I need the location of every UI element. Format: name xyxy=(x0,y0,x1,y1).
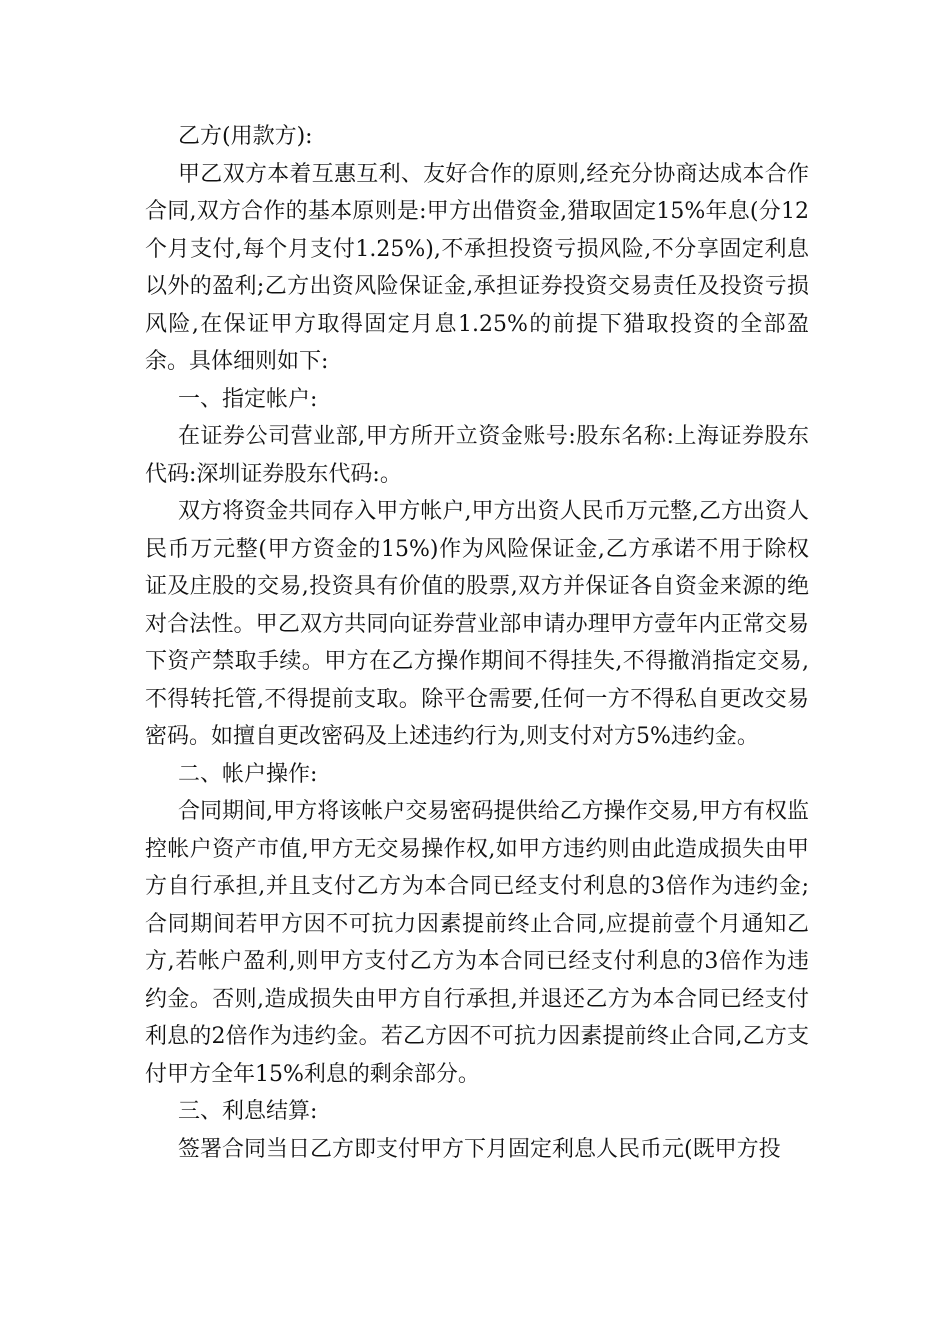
document-body xyxy=(145,118,809,1168)
account-operation-paragraph: 合同期间,甲方将该帐户交易密码提供给乙方操作交易,甲方有权监控帐户资产市值,甲方无交易操作权,如甲方违约则由此造成损失由甲方自行承担,并且支付乙方为本合同已经支付利息的3倍作为违约金;合同期间若甲方因不可抗力因素提前终止合同,应提前壹个月通知乙方,若帐户盈利,则甲方支付乙方为本合同已经支付利息的3倍作为违约金。否则,造成损失由甲方自行承担,并退还乙方为本合同已经支付利息的2倍作为违约金。若乙方因不可抗力因素提前终止合同,乙方支付甲方全年15%利息的剩余部分。 xyxy=(145,799,809,1087)
intro-paragraph: 甲乙双方本着互惠互利、友好合作的原则,经充分协商达成本合作合同,双方合作的基本原则是:甲方出借资金,猎取固定15%年息(分12个月支付,每个月支付1.25%),不承担投资亏损风险,不分享固定利息以外的盈利;乙方出资风险保证金,承担证券投资交易责任及投资亏损风险,在保证甲方取得固定月息1.25%的前提下猎取投资的全部盈余。具体细则如下: xyxy=(145,161,809,374)
section-heading-designated-account: 一、指定帐户: xyxy=(178,386,318,412)
funds-deposit-paragraph: 双方将资金共同存入甲方帐户,甲方出资人民币万元整,乙方出资人民币万元整(甲方资金的15%)作为风险保证金,乙方承诺不用于除权证及庄股的交易,投资具有价值的股票,双方并保证各自资金来源的绝对合法性。甲乙双方共同向证券营业部申请办理甲方壹年内正常交易下资产禁取手续。甲方在乙方操作期间不得挂失,不得撤消指定交易,不得转托管,不得提前支取。除平仓需要,任何一方不得私自更改交易密码。如擅自更改密码及上述违约行为,则支付对方5%违约金。 xyxy=(145,499,809,749)
interest-settlement-paragraph: 签署合同当日乙方即支付甲方下月固定利息人民币元(既甲方投 xyxy=(178,1136,781,1162)
section-heading-interest-settlement: 三、利息结算: xyxy=(178,1099,318,1124)
section-heading-account-operation: 二、帐户操作: xyxy=(178,761,318,787)
account-details-paragraph: 在证券公司营业部,甲方所开立资金账号:股东名称:上海证券股东代码:深圳证券股东代码:。 xyxy=(145,424,809,487)
party-b-label: 乙方(用款方): xyxy=(178,124,313,149)
